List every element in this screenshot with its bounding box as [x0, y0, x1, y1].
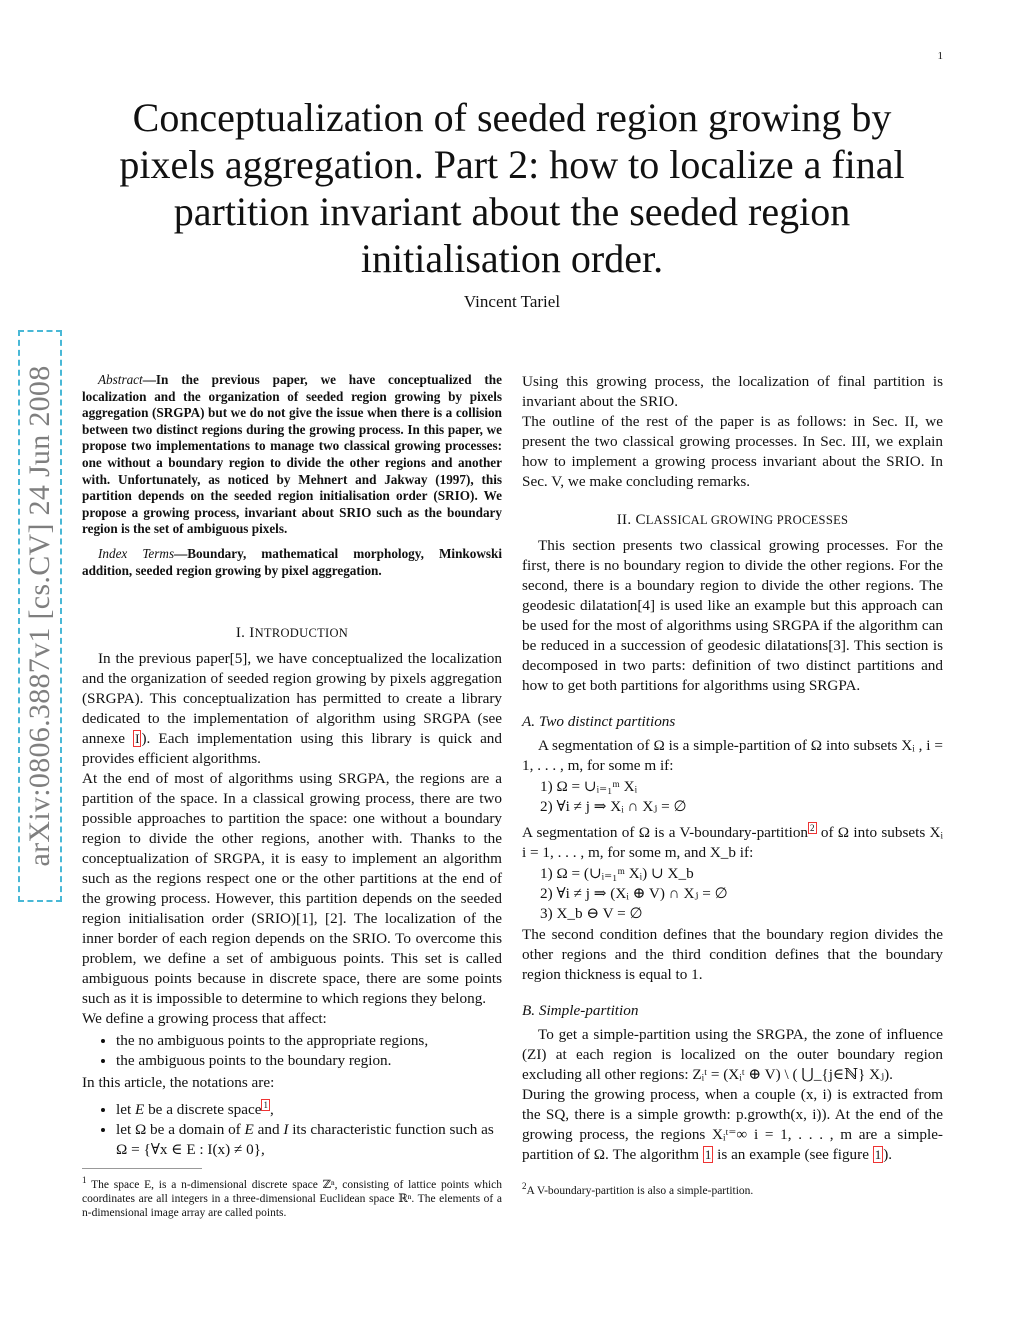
paper-title: Conceptualization of seeded region growing by pixels aggregation. Part 2: how to localize a final partition invariant about the seeded region initialisation order.: [119, 95, 905, 281]
footnote-text: The space E, is a n-dimensional discrete space ℤⁿ, consisting of lattice points which coordinates are all integers in a three-dimensional Euclidean space ℝⁿ. The elements of a n-dimensional image array are called points.: [82, 1179, 503, 1220]
subsection-a-paragraph-3: The second condition defines that the boundary region divides the other regions and the third condition defines that the boundary region thickness is equal to 1.: [522, 926, 943, 984]
condition-item: 2) ∀i ≠ j ⇒ Xᵢ ∩ Xⱼ = ∅: [540, 798, 687, 815]
arxiv-identifier: arXiv:0806.3887v1 [cs.CV] 24 Jun 2008: [23, 365, 56, 867]
algorithm-reference-link[interactable]: 1: [704, 1147, 712, 1163]
notation-item: [116, 1095, 502, 1120]
text-run: be a discrete space: [144, 1101, 262, 1119]
section-number: I.: [235, 625, 246, 642]
condition-item: 3) X_b ⊖ V = ∅: [540, 905, 643, 923]
text-run: is an example (see figure: [713, 1146, 873, 1164]
condition-item: 1) Ω = ∪ᵢ₌₁ᵐ Xᵢ: [540, 778, 638, 795]
text-run: A segmentation of Ω is a V-boundary-partition: [522, 824, 809, 842]
index-terms: [82, 546, 502, 579]
abstract-label: Abstract: [98, 372, 143, 387]
notations-list: [82, 1095, 502, 1160]
footnote-mark: 1: [82, 1175, 87, 1186]
abstract: [82, 372, 502, 538]
abstract-dash: —: [142, 372, 156, 387]
figure-reference-link[interactable]: 1: [874, 1147, 882, 1163]
text-run: let: [116, 1101, 135, 1119]
subsection-a-paragraph-2: [522, 818, 943, 863]
math-variable: E: [134, 1101, 145, 1119]
text-run: ).: [883, 1146, 893, 1164]
footnote-divider: [82, 1168, 202, 1169]
text-run: ). Each implementation using this library is quick and provides efficient algorithms.: [82, 730, 502, 768]
left-column: [82, 372, 502, 1220]
text-run: In the previous paper[5], we have conceptualized the localization and the organization of seeded region growing by pixels aggregation (SRGPA). This conceptualization has permitted to create a library dedicated to the implementation of algorithm using SRGPA (see annexe: [82, 650, 502, 748]
right-paragraph-1: Using this growing process, the localization of final partition is invariant about the SRIO.: [522, 373, 943, 410]
list-item: • the ambiguous points to the boundary region.: [116, 1051, 502, 1071]
footnote-mark: 2: [522, 1181, 527, 1192]
section2-paragraph-1: This section presents two classical growing processes. For the first, there is no boundary region to divide the other regions. For the second, there is a boundary region to divide the other regions. The geodesic dilatation[4] is used like an example but this approach can be used for the most of algorithms using SRGPA if the algorithm can be reduced in a succession of geodesic dilatations[3]. This section is decomposed in two parts: definition of two distinct partitions and how to get both partitions for algorithms using SRGPA.: [522, 537, 943, 694]
text-run: of Ω into subsets Xᵢ i = 1, . . . , m, for some m, and X_b if:: [522, 824, 943, 862]
text-run: its characteristic function such as Ω = {∀x ∈ E : I(x) ≠ 0},: [116, 1121, 494, 1159]
section-initial: C: [635, 512, 646, 528]
arxiv-stamp: [18, 330, 62, 902]
text-run: and: [253, 1121, 284, 1139]
section-heading-classical-growing-processes: [522, 510, 943, 530]
section-initial: I: [249, 625, 255, 642]
intro-paragraph-1: [82, 649, 502, 769]
simple-partition-conditions: [522, 777, 943, 817]
right-column: [522, 372, 943, 1198]
right-paragraph-2: The outline of the rest of the paper is as follows: in Sec. II, we present the two classical growing processes. In Sec. III, we explain how to implement a growing process invariant about the SRIO. In Sec. V, we make concluding remarks.: [522, 413, 943, 490]
subsection-b-paragraph-1: To get a simple-partition using the SRGPA, the zone of influence (ZI) at each region is localized on the outer boundary region excluding all other regions: Zᵢᵗ = (Xᵢᵗ ⊕ V) \ ( ⋃_{j∈ℕ} Xⱼ).: [522, 1026, 943, 1084]
index-terms-text: Boundary, mathematical morphology, Minkowski addition, seeded region growing by pixel aggregation.: [82, 545, 502, 578]
footnote-1-link[interactable]: 1: [263, 1100, 268, 1111]
text-run: ,: [269, 1101, 274, 1119]
footnote-2: [522, 1179, 943, 1198]
subsection-a-paragraph-1: A segmentation of Ω is a simple-partition of Ω into subsets Xᵢ , i = 1, . . . , m, for some m if:: [522, 737, 943, 774]
math-variable: I: [283, 1121, 289, 1139]
intro-paragraph-2: At the end of most of algorithms using SRGPA, the regions are a partition of the space. In a classical growing process, there are two possible approaches to partition the space: one without a boundary region to divide the other regions, another with. Thanks to the conceptualization of SRGPA, it is easy to implement an algorithm such as the regions respect one or the other partitions at the end of the growing process. However, this partition depends on the seeded region initialisation order (SRIO)[1], [2]. The localization of the inner border of each region depends on the SRIO. To overcome this problem, we define a set of ambiguous points. This set is called ambiguous points because in discrete space, there are some points such as it is impossible to determine to which regions they belong.: [82, 770, 502, 1008]
condition-item: 1) Ω = (∪ᵢ₌₁ᵐ Xᵢ) ∪ X_b: [540, 865, 694, 883]
math-variable: E: [244, 1121, 254, 1139]
section-number: II.: [616, 512, 632, 528]
footnote-text: A V-boundary-partition is also a simple-partition.: [526, 1184, 754, 1197]
ambiguous-points-list: [82, 1031, 502, 1071]
index-terms-dash: —: [174, 545, 188, 561]
text-run: let Ω be a domain of: [116, 1121, 245, 1139]
subsection-b-paragraph-2: [522, 1085, 943, 1165]
condition-item: 2) ∀i ≠ j ⇒ (Xᵢ ⊕ V) ∩ Xⱼ = ∅: [540, 885, 728, 903]
abstract-text: In the previous paper, we have conceptualized the localization and the organization of seeded region growing by pixels aggregation (SRGPA) but we do not give the issue when there is a collision between two distinct regions during the growing process. In this paper, we propose two implementations to manage two classical growing processes: one without a boundary region to divide the other regions and another with. Unfortunately, as noticed by Mehnert and Jakway (1997), this partition depends on the seeded region initialisation order (SRIO). We propose a growing process, invariant about SRIO such as the boundary region is the set of ambiguous pixels.: [82, 372, 502, 537]
section-title-rest: LASSICAL GROWING PROCESSES: [645, 513, 849, 527]
subsection-heading-two-distinct-partitions: A. Two distinct partitions: [522, 713, 676, 730]
notation-item: [116, 1120, 502, 1160]
footnote-2-link[interactable]: 2: [810, 823, 815, 833]
intro-paragraph-3: We define a growing process that affect:: [82, 1010, 327, 1028]
section-title-rest: NTRODUCTION: [254, 626, 349, 641]
annex-reference-link[interactable]: I: [135, 731, 140, 747]
text-run: During the growing process, when a couple (x, i) is extracted from the SQ, there is a simple growth: p.growth(x, i)). At the end of the growing process, the regions Xᵢᵗ⁼∞ i = 1, . . . , m are a simple-partition of Ω. The algorithm: [522, 1086, 943, 1164]
list-item: • the no ambiguous points to the appropriate regions,: [116, 1031, 502, 1051]
intro-paragraph-4: In this article, the notations are:: [82, 1074, 275, 1092]
index-terms-label: Index Terms: [98, 545, 175, 561]
subsection-heading-simple-partition: B. Simple-partition: [522, 1002, 639, 1020]
page-number: 1: [937, 50, 943, 62]
footnote-1: [82, 1173, 502, 1220]
author-name: Vincent Tariel: [463, 292, 561, 311]
section-heading-introduction: [82, 623, 502, 643]
boundary-partition-conditions: [522, 864, 943, 924]
